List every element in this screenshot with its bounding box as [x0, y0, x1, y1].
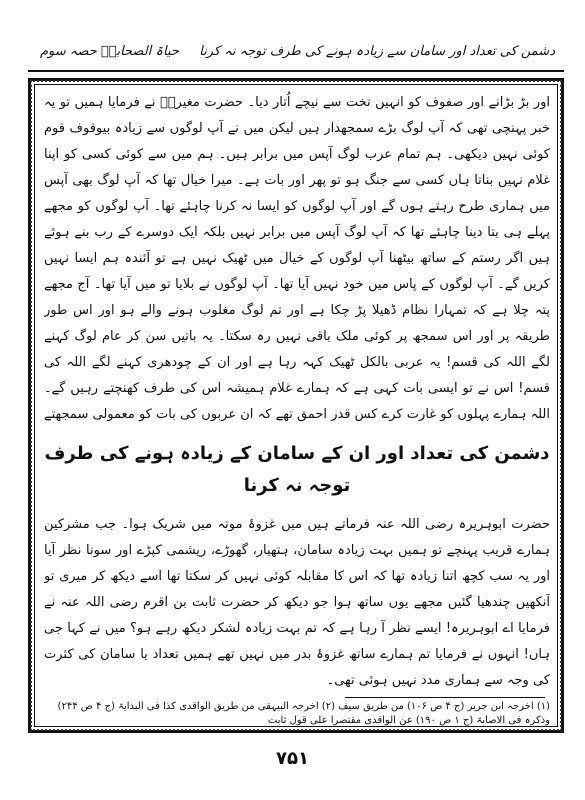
section-heading: دشمن کی تعداد اور ان کے سامان کے زیادہ ہونے کی طرف توجہ نہ کرنا — [44, 443, 550, 496]
book-title: حیاۃ الصحابہؓ حصہ سوم — [40, 43, 179, 59]
page-number: ۷۵۱ — [276, 748, 309, 769]
running-header — [40, 38, 555, 64]
body-text-block-1 — [44, 90, 550, 430]
footnote-rule — [345, 697, 545, 698]
chapter-title: دشمن کی تعداد اور سامان سے زیادہ ہونے کی طرف توجہ نہ کرنا — [199, 43, 555, 59]
header-rule — [28, 70, 564, 72]
body-text-block-2 — [44, 512, 550, 692]
paragraph: حضرت ابوہریرہ رضی اللہ عنہ فرماتے ہیں میں غزوۂ موتہ میں شریک ہوا۔ جب مشرکین ہمارے قریب پہنچے تو ہمیں بہت زیادہ سامان، ہتھیار، گھوڑے، ریشمی کپڑے اور سونا نظر آیا اور یہ سب کچھ اتنا زیادہ تھا کہ اس کا مقابلہ کوئی نہیں کر سکتا تھا اسے دیکھ کر میری تو آنکھیں چندھیا گئیں مجھے یوں ساتھ ہوا جو دیکھ کر حضرت ثابت بن اقرم رضی اللہ عنہ نے فرمایا اے ابوہریرہ! ایسے نظر آ رہا ہے کہ تم بہت زیادہ لشکر دیکھ رہے ہو؟ میں نے کہا جی ہاں! انہوں نے فرمایا تم ہمارے ساتھ غزوۂ بدر میں نہیں تھے ہمیں تعداد یا سامان کی کثرت کی وجہ سے ہماری مدد نہیں ہوئی تھی۔ — [44, 517, 550, 688]
footnote: (۱) اخرجہ ابن جریر (ج ۴ ص ۱۰۶) من طریق سیف (۲) اخرجہ البیہقی من طریق الواقدی کذا فی البدایۃ (ج ۴ ص ۲۴۴) وذکرہ فی الاصابۃ (ج ۱ ص ۱۹۰) عن الواقدی مقتصرا علی قول ثابت — [57, 701, 550, 726]
paragraph: اور بڑ بڑانے اور صفوف کو انہیں تخت سے نیچے اُتار دیا۔ حضرت مغیرہؓ نے فرمایا ہمیں تو یہ خبر پہنچی تھی کہ آپ لوگ بڑے سمجھدار ہیں لیکن میں نے آپ لوگوں سے زیادہ بیوقوف قوم کوئی نہیں دیکھی۔ ہم تمام عرب لوگ آپس میں برابر ہیں۔ ہم میں سے کوئی کسی کو اپنا غلام نہیں بناتا ہاں کسی سے جنگ ہو تو پھر اور بات ہے۔ میرا خیال تھا کہ آپ لوگ بھی آپس میں ہماری طرح رہتے ہوں گے اور آپ لوگوں کو ایسا نہ کرنا چاہئے تھا۔ آپ لوگوں کو مجھے پہلے ہی بتا دینا چاہئے تھا کہ آپ لوگ آپس میں برابر نہیں بلکہ ایک دوسرے کے رب بنے ہوئے ہیں اگر رستم کے ساتھ بیٹھنا آپ لوگوں کے خیال میں ٹھیک نہیں ہے تو آئندہ ہم ایسا نہیں کریں گے۔ آپ لوگوں کے پاس میں خود نہیں آیا تھا۔ آپ لوگوں نے بلایا تو میں آیا تھا۔ آج مجھے پتہ چلا ہے کہ تمہارا نظام ڈھیلا پڑ چکا ہے اور تم لوگ مغلوب ہونے والے ہو اور اس طور طریقہ پر اور اس سمجھ پر کوئی ملک باقی نہیں رہ سکتا۔ یہ باتیں سن کر عام لوگ کہنے لگے اللہ کی قسم! یہ عربی بالکل ٹھیک کہہ رہا ہے اور ان کے چودھری کہنے لگے اللہ کی قسم! اس نے تو ایسی بات کہی ہے کہ ہمارے غلام ہمیشہ اس کی طرف کھنچتے رہیں گے۔ اللہ ہمارے پہلوں کو غارت کرے کس قدر احمق تھے کہ ان عربوں کی بات کو معمولی سمجھتے — [44, 95, 550, 422]
